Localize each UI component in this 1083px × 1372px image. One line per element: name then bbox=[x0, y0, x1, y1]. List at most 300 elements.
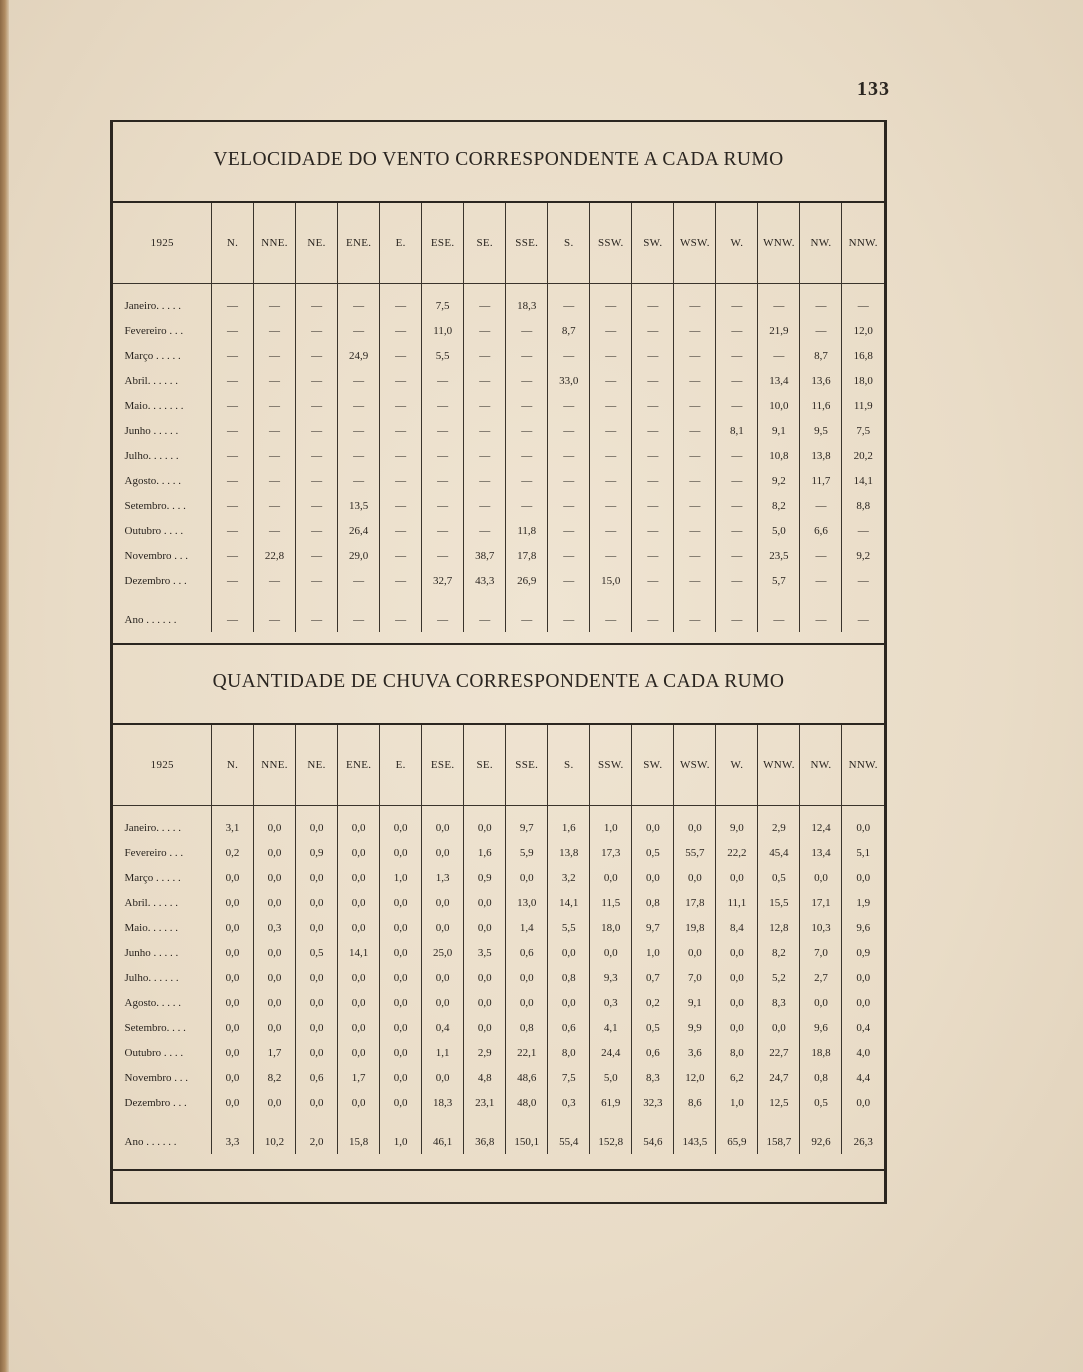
value-cell: 0,0 bbox=[380, 815, 422, 840]
value-cell: 26,3 bbox=[842, 1129, 884, 1154]
month-label: Janeiro. . . . . bbox=[124, 299, 182, 312]
chuva-col-header: SW. bbox=[632, 725, 674, 806]
month-row bbox=[114, 1040, 885, 1065]
value-cell: — bbox=[674, 493, 716, 518]
value-cell: — bbox=[548, 468, 590, 493]
value-cell: 11,7 bbox=[800, 468, 842, 493]
value-cell: 0,0 bbox=[212, 890, 254, 915]
value-cell: — bbox=[338, 418, 380, 443]
value-cell: — bbox=[590, 607, 632, 632]
chuva-col-header: WNW. bbox=[758, 725, 800, 806]
value-cell: 5,2 bbox=[758, 965, 800, 990]
value-cell: — bbox=[590, 468, 632, 493]
value-cell: 4,0 bbox=[842, 1040, 884, 1065]
value-cell: 5,5 bbox=[422, 343, 464, 368]
value-cell: 0,0 bbox=[380, 1040, 422, 1065]
value-cell: — bbox=[338, 443, 380, 468]
value-cell: — bbox=[422, 493, 464, 518]
value-cell: 2,9 bbox=[758, 815, 800, 840]
value-cell: 0,0 bbox=[338, 840, 380, 865]
value-cell: — bbox=[590, 493, 632, 518]
value-cell: 11,1 bbox=[716, 890, 758, 915]
value-cell: 0,0 bbox=[842, 965, 884, 990]
value-cell: — bbox=[380, 468, 422, 493]
value-cell: — bbox=[716, 318, 758, 343]
month-row bbox=[114, 493, 885, 518]
value-cell: — bbox=[590, 393, 632, 418]
value-cell: — bbox=[296, 343, 338, 368]
value-cell: 65,9 bbox=[716, 1129, 758, 1154]
value-cell: — bbox=[548, 543, 590, 568]
value-cell: 26,4 bbox=[338, 518, 380, 543]
value-cell: 10,8 bbox=[758, 443, 800, 468]
value-cell: 48,6 bbox=[506, 1065, 548, 1090]
value-cell: — bbox=[632, 293, 674, 318]
value-cell: 16,8 bbox=[842, 343, 884, 368]
value-cell: 13,6 bbox=[800, 368, 842, 393]
value-cell: — bbox=[422, 543, 464, 568]
chuva-col-header: NW. bbox=[800, 725, 842, 806]
value-cell: 0,0 bbox=[380, 1065, 422, 1090]
value-cell: 11,0 bbox=[422, 318, 464, 343]
value-cell: 9,6 bbox=[842, 915, 884, 940]
value-cell: 14,1 bbox=[842, 468, 884, 493]
value-cell: 13,8 bbox=[800, 443, 842, 468]
value-cell: 0,0 bbox=[800, 990, 842, 1015]
value-cell: — bbox=[464, 518, 506, 543]
value-cell: — bbox=[716, 468, 758, 493]
value-cell: 17,8 bbox=[506, 543, 548, 568]
value-cell: 7,0 bbox=[674, 965, 716, 990]
value-cell: — bbox=[632, 493, 674, 518]
velocidade-col-header: E. bbox=[380, 203, 422, 284]
rain-year-label: 1925 bbox=[150, 759, 174, 771]
value-cell: 5,0 bbox=[758, 518, 800, 543]
value-cell: 4,1 bbox=[590, 1015, 632, 1040]
value-cell: — bbox=[674, 343, 716, 368]
value-cell: — bbox=[674, 418, 716, 443]
value-cell: 8,8 bbox=[842, 493, 884, 518]
value-cell: 1,7 bbox=[254, 1040, 296, 1065]
value-cell: — bbox=[464, 493, 506, 518]
value-cell: 13,8 bbox=[548, 840, 590, 865]
value-cell: — bbox=[338, 607, 380, 632]
value-cell: — bbox=[590, 418, 632, 443]
value-cell: 46,1 bbox=[422, 1129, 464, 1154]
value-cell: 0,0 bbox=[464, 890, 506, 915]
month-label: Janeiro. . . . . bbox=[124, 821, 182, 834]
value-cell: 33,0 bbox=[548, 368, 590, 393]
value-cell: — bbox=[296, 518, 338, 543]
value-cell: — bbox=[632, 418, 674, 443]
value-cell: 54,6 bbox=[632, 1129, 674, 1154]
value-cell: 0,0 bbox=[716, 940, 758, 965]
month-row bbox=[114, 990, 885, 1015]
month-row bbox=[114, 518, 885, 543]
wind-header-row bbox=[114, 203, 885, 284]
value-cell: 0,0 bbox=[422, 890, 464, 915]
value-cell: 0,8 bbox=[548, 965, 590, 990]
spacer-row bbox=[114, 284, 885, 293]
month-row bbox=[114, 840, 885, 865]
value-cell: 0,0 bbox=[212, 1015, 254, 1040]
value-cell: — bbox=[254, 343, 296, 368]
value-cell: 8,3 bbox=[758, 990, 800, 1015]
wind-bottom-rule bbox=[113, 643, 884, 645]
chuva-col-header: WSW. bbox=[674, 725, 716, 806]
value-cell: 5,7 bbox=[758, 568, 800, 593]
value-cell: — bbox=[548, 343, 590, 368]
value-cell: — bbox=[254, 468, 296, 493]
value-cell: 2,0 bbox=[296, 1129, 338, 1154]
value-cell: — bbox=[254, 518, 296, 543]
value-cell: 11,8 bbox=[506, 518, 548, 543]
value-cell: 5,0 bbox=[590, 1065, 632, 1090]
value-cell: 0,0 bbox=[296, 1090, 338, 1115]
value-cell: — bbox=[548, 493, 590, 518]
value-cell: — bbox=[296, 393, 338, 418]
value-cell: 0,0 bbox=[254, 1015, 296, 1040]
value-cell: — bbox=[800, 493, 842, 518]
chuva-col-header: ESE. bbox=[422, 725, 464, 806]
value-cell: 0,0 bbox=[422, 915, 464, 940]
value-cell: 0,0 bbox=[254, 840, 296, 865]
chuva-col-header: NE. bbox=[296, 725, 338, 806]
value-cell: 1,0 bbox=[716, 1090, 758, 1115]
value-cell: 0,0 bbox=[254, 940, 296, 965]
value-cell: — bbox=[464, 293, 506, 318]
value-cell: 0,0 bbox=[338, 990, 380, 1015]
value-cell: 14,1 bbox=[338, 940, 380, 965]
value-cell: 0,0 bbox=[758, 1015, 800, 1040]
value-cell: 0,0 bbox=[380, 990, 422, 1015]
velocidade-col-header: WNW. bbox=[758, 203, 800, 284]
value-cell: 0,0 bbox=[296, 1040, 338, 1065]
value-cell: 0,0 bbox=[338, 1090, 380, 1115]
value-cell: 0,0 bbox=[296, 965, 338, 990]
value-cell: — bbox=[212, 543, 254, 568]
value-cell: 0,3 bbox=[548, 1090, 590, 1115]
value-cell: 3,3 bbox=[212, 1129, 254, 1154]
value-cell: — bbox=[254, 293, 296, 318]
value-cell: 0,0 bbox=[422, 1065, 464, 1090]
value-cell: 0,0 bbox=[254, 965, 296, 990]
value-cell: 15,0 bbox=[590, 568, 632, 593]
value-cell: 0,8 bbox=[800, 1065, 842, 1090]
month-row bbox=[114, 1015, 885, 1040]
value-cell: — bbox=[380, 607, 422, 632]
value-cell: 0,0 bbox=[296, 890, 338, 915]
value-cell: 15,5 bbox=[758, 890, 800, 915]
month-label: Março . . . . . bbox=[124, 349, 181, 362]
value-cell: — bbox=[590, 543, 632, 568]
value-cell: — bbox=[212, 518, 254, 543]
value-cell: 92,6 bbox=[800, 1129, 842, 1154]
value-cell: 17,8 bbox=[674, 890, 716, 915]
value-cell: 18,8 bbox=[800, 1040, 842, 1065]
value-cell: 22,2 bbox=[716, 840, 758, 865]
value-cell: — bbox=[590, 343, 632, 368]
value-cell: 11,9 bbox=[842, 393, 884, 418]
value-cell: 9,9 bbox=[674, 1015, 716, 1040]
value-cell: 9,6 bbox=[800, 1015, 842, 1040]
chuva-col-header: NNW. bbox=[842, 725, 884, 806]
value-cell: 0,0 bbox=[212, 990, 254, 1015]
value-cell: 11,6 bbox=[800, 393, 842, 418]
chuva-col-header: E. bbox=[380, 725, 422, 806]
value-cell: 0,0 bbox=[212, 965, 254, 990]
value-cell: 22,7 bbox=[758, 1040, 800, 1065]
value-cell: 7,5 bbox=[548, 1065, 590, 1090]
wind-speed-title: VELOCIDADE DO VENTO CORRESPONDENTE A CADA RUMO bbox=[213, 149, 784, 170]
value-cell: 0,0 bbox=[380, 840, 422, 865]
value-cell: 0,0 bbox=[548, 990, 590, 1015]
value-cell: 0,2 bbox=[632, 990, 674, 1015]
chuva-col-header: S. bbox=[548, 725, 590, 806]
value-cell: 5,5 bbox=[548, 915, 590, 940]
value-cell: — bbox=[590, 518, 632, 543]
value-cell: 9,2 bbox=[758, 468, 800, 493]
month-row bbox=[114, 890, 885, 915]
value-cell: — bbox=[548, 568, 590, 593]
value-cell: — bbox=[464, 468, 506, 493]
value-cell: — bbox=[296, 493, 338, 518]
rain-bottom-rule bbox=[113, 1169, 884, 1171]
value-cell: — bbox=[464, 418, 506, 443]
value-cell: 38,7 bbox=[464, 543, 506, 568]
value-cell: 1,1 bbox=[422, 1040, 464, 1065]
value-cell: 8,0 bbox=[716, 1040, 758, 1065]
value-cell: 6,6 bbox=[800, 518, 842, 543]
wind-year-label: 1925 bbox=[150, 237, 174, 249]
value-cell: 29,0 bbox=[338, 543, 380, 568]
velocidade-col-header: WSW. bbox=[674, 203, 716, 284]
chuva-col-header: NNE. bbox=[254, 725, 296, 806]
value-cell: — bbox=[716, 293, 758, 318]
value-cell: — bbox=[422, 368, 464, 393]
value-cell: 0,0 bbox=[338, 890, 380, 915]
value-cell: 32,3 bbox=[632, 1090, 674, 1115]
value-cell: 152,8 bbox=[590, 1129, 632, 1154]
value-cell: — bbox=[716, 543, 758, 568]
month-row bbox=[114, 1090, 885, 1115]
value-cell: 61,9 bbox=[590, 1090, 632, 1115]
value-cell: 0,0 bbox=[380, 1015, 422, 1040]
value-cell: — bbox=[800, 543, 842, 568]
value-cell: 0,0 bbox=[338, 965, 380, 990]
value-cell: — bbox=[674, 468, 716, 493]
value-cell: — bbox=[758, 293, 800, 318]
month-row bbox=[114, 318, 885, 343]
value-cell: — bbox=[422, 518, 464, 543]
value-cell: — bbox=[422, 418, 464, 443]
value-cell: — bbox=[716, 343, 758, 368]
value-cell: 0,0 bbox=[296, 915, 338, 940]
value-cell: 0,0 bbox=[380, 1090, 422, 1115]
velocidade-col-header: ENE. bbox=[338, 203, 380, 284]
value-cell: 1,9 bbox=[842, 890, 884, 915]
value-cell: 0,0 bbox=[422, 990, 464, 1015]
value-cell: 24,9 bbox=[338, 343, 380, 368]
value-cell: 0,0 bbox=[380, 915, 422, 940]
value-cell: — bbox=[590, 293, 632, 318]
month-row bbox=[114, 568, 885, 593]
value-cell: 25,0 bbox=[422, 940, 464, 965]
value-cell: — bbox=[380, 568, 422, 593]
value-cell: 0,0 bbox=[212, 915, 254, 940]
value-cell: 9,7 bbox=[506, 815, 548, 840]
value-cell: 8,6 bbox=[674, 1090, 716, 1115]
value-cell: — bbox=[254, 368, 296, 393]
value-cell: — bbox=[506, 368, 548, 393]
value-cell: — bbox=[212, 418, 254, 443]
value-cell: 0,0 bbox=[254, 815, 296, 840]
value-cell: — bbox=[296, 293, 338, 318]
value-cell: — bbox=[548, 293, 590, 318]
month-label: Agosto. . . . . bbox=[124, 474, 182, 487]
month-label: Setembro. . . . bbox=[124, 1021, 186, 1034]
value-cell: — bbox=[632, 443, 674, 468]
value-cell: 0,0 bbox=[422, 815, 464, 840]
value-cell: — bbox=[380, 393, 422, 418]
value-cell: 0,0 bbox=[464, 815, 506, 840]
value-cell: 0,0 bbox=[548, 940, 590, 965]
value-cell: 1,6 bbox=[464, 840, 506, 865]
value-cell: 1,0 bbox=[590, 815, 632, 840]
value-cell: 0,0 bbox=[632, 865, 674, 890]
value-cell: 8,7 bbox=[800, 343, 842, 368]
value-cell: 1,0 bbox=[380, 865, 422, 890]
value-cell: 17,3 bbox=[590, 840, 632, 865]
value-cell: — bbox=[296, 568, 338, 593]
velocidade-col-header: SSE. bbox=[506, 203, 548, 284]
value-cell: 0,0 bbox=[464, 915, 506, 940]
value-cell: — bbox=[254, 443, 296, 468]
value-cell: — bbox=[254, 393, 296, 418]
value-cell: 24,7 bbox=[758, 1065, 800, 1090]
value-cell: — bbox=[800, 318, 842, 343]
month-row bbox=[114, 865, 885, 890]
value-cell: 32,7 bbox=[422, 568, 464, 593]
value-cell: 0,0 bbox=[842, 865, 884, 890]
value-cell: — bbox=[506, 607, 548, 632]
value-cell: — bbox=[422, 443, 464, 468]
rain-amount-table bbox=[113, 725, 884, 1154]
value-cell: — bbox=[506, 418, 548, 443]
value-cell: 12,0 bbox=[842, 318, 884, 343]
value-cell: 0,0 bbox=[674, 865, 716, 890]
value-cell: 0,9 bbox=[296, 840, 338, 865]
value-cell: 23,5 bbox=[758, 543, 800, 568]
value-cell: 26,9 bbox=[506, 568, 548, 593]
value-cell: 12,0 bbox=[674, 1065, 716, 1090]
value-cell: — bbox=[212, 443, 254, 468]
value-cell: — bbox=[338, 393, 380, 418]
value-cell: 12,5 bbox=[758, 1090, 800, 1115]
value-cell: — bbox=[212, 318, 254, 343]
value-cell: — bbox=[716, 568, 758, 593]
value-cell: 18,0 bbox=[842, 368, 884, 393]
value-cell: 23,1 bbox=[464, 1090, 506, 1115]
value-cell: — bbox=[842, 293, 884, 318]
value-cell: 9,2 bbox=[842, 543, 884, 568]
chuva-col-header: N. bbox=[212, 725, 254, 806]
value-cell: — bbox=[674, 368, 716, 393]
value-cell: — bbox=[380, 543, 422, 568]
spacer-row bbox=[114, 806, 885, 815]
value-cell: — bbox=[716, 607, 758, 632]
value-cell: 17,1 bbox=[800, 890, 842, 915]
value-cell: 13,0 bbox=[506, 890, 548, 915]
value-cell: 22,8 bbox=[254, 543, 296, 568]
value-cell: 0,0 bbox=[674, 940, 716, 965]
value-cell: 7,0 bbox=[800, 940, 842, 965]
value-cell: 0,3 bbox=[590, 990, 632, 1015]
value-cell: 0,0 bbox=[212, 940, 254, 965]
value-cell: — bbox=[254, 418, 296, 443]
month-row bbox=[114, 915, 885, 940]
value-cell: 0,0 bbox=[380, 890, 422, 915]
value-cell: — bbox=[464, 318, 506, 343]
value-cell: — bbox=[632, 468, 674, 493]
value-cell: 0,0 bbox=[296, 1015, 338, 1040]
value-cell: 0,3 bbox=[254, 915, 296, 940]
value-cell: 19,8 bbox=[674, 915, 716, 940]
value-cell: — bbox=[674, 543, 716, 568]
value-cell: 0,0 bbox=[842, 815, 884, 840]
value-cell: 0,4 bbox=[422, 1015, 464, 1040]
value-cell: — bbox=[716, 368, 758, 393]
value-cell: 2,9 bbox=[464, 1040, 506, 1065]
velocidade-col-header: NE. bbox=[296, 203, 338, 284]
value-cell: 12,4 bbox=[800, 815, 842, 840]
value-cell: 0,5 bbox=[758, 865, 800, 890]
value-cell: 0,0 bbox=[254, 1090, 296, 1115]
value-cell: 0,0 bbox=[296, 865, 338, 890]
value-cell: 13,4 bbox=[800, 840, 842, 865]
value-cell: — bbox=[842, 568, 884, 593]
value-cell: 0,6 bbox=[548, 1015, 590, 1040]
month-row bbox=[114, 393, 885, 418]
value-cell: — bbox=[380, 443, 422, 468]
value-cell: — bbox=[296, 468, 338, 493]
value-cell: 48,0 bbox=[506, 1090, 548, 1115]
value-cell: — bbox=[842, 607, 884, 632]
value-cell: — bbox=[464, 368, 506, 393]
year-total-row bbox=[114, 1129, 885, 1154]
value-cell: 3,6 bbox=[674, 1040, 716, 1065]
value-cell: 0,6 bbox=[632, 1040, 674, 1065]
chuva-col-header: SSW. bbox=[590, 725, 632, 806]
value-cell: 0,0 bbox=[674, 815, 716, 840]
value-cell: 1,7 bbox=[338, 1065, 380, 1090]
value-cell: 5,1 bbox=[842, 840, 884, 865]
value-cell: 0,8 bbox=[632, 890, 674, 915]
value-cell: 0,0 bbox=[842, 1090, 884, 1115]
value-cell: — bbox=[590, 443, 632, 468]
value-cell: 0,4 bbox=[842, 1015, 884, 1040]
value-cell: 0,0 bbox=[254, 865, 296, 890]
value-cell: 0,0 bbox=[632, 815, 674, 840]
velocidade-col-header: NNE. bbox=[254, 203, 296, 284]
value-cell: 0,5 bbox=[632, 1015, 674, 1040]
value-cell: — bbox=[674, 393, 716, 418]
value-cell: — bbox=[296, 318, 338, 343]
month-label: Novembro . . . bbox=[124, 1071, 189, 1084]
value-cell: — bbox=[338, 468, 380, 493]
value-cell: — bbox=[716, 393, 758, 418]
value-cell: 1,0 bbox=[632, 940, 674, 965]
